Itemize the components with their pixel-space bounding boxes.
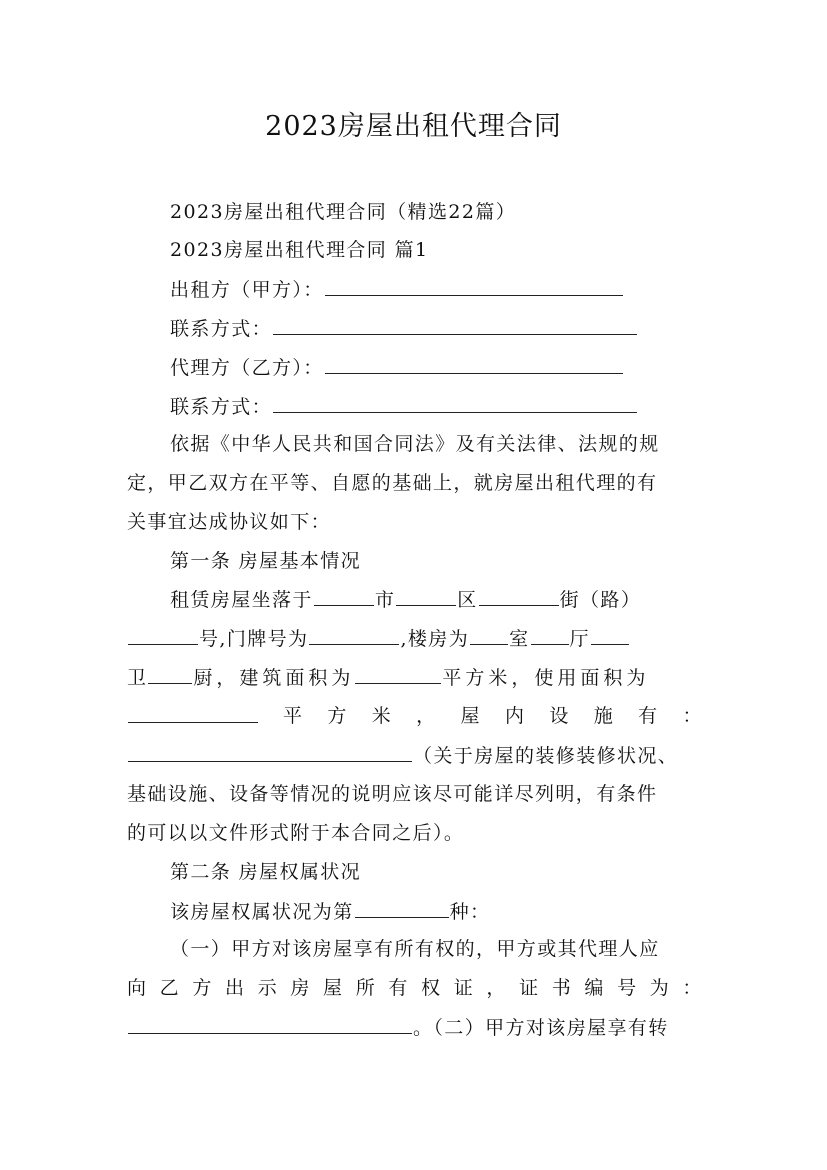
article2-line: [127, 1015, 669, 1040]
text-segment: 区: [457, 589, 478, 611]
text-segment: 证: [453, 977, 475, 999]
text-segment: 设: [549, 705, 570, 727]
agent-contact-row: [170, 394, 638, 419]
article1-line: [127, 704, 703, 728]
text-segment: 证: [519, 977, 540, 999]
agent-blank[interactable]: [325, 355, 623, 374]
page-title: 2023房屋出租代理合同: [265, 111, 562, 142]
rooms-blank[interactable]: [470, 626, 508, 645]
article1-line: 基础设施、设备等情况的说明应该尽可能详尽列明，有条件: [127, 783, 658, 805]
text-segment: 施: [593, 705, 615, 727]
text-segment: 租赁房屋坐落于: [170, 589, 313, 611]
text-segment: 有: [388, 977, 409, 999]
text-segment: 乙: [159, 977, 181, 999]
halls-blank[interactable]: [531, 626, 569, 645]
text-segment: 屋: [323, 977, 344, 999]
article2-line: [170, 899, 490, 924]
intro-line: 定，甲乙双方在平等、自愿的基础上，就房屋出租代理的有: [127, 472, 658, 494]
street-blank[interactable]: [479, 587, 559, 606]
lessor-contact-row: [170, 316, 638, 341]
text-segment: 厨，建筑面积为: [193, 667, 355, 689]
text-segment: 方: [327, 705, 348, 727]
text-segment: 出: [225, 977, 246, 999]
subtitle: 2023房屋出租代理合同（精选22篇）: [170, 201, 517, 223]
text-segment: 号: [617, 977, 638, 999]
text-segment: 室: [509, 628, 530, 650]
article1-line: 的可以以文件形式附于本合同之后）。: [127, 822, 465, 844]
lessor-row: [170, 277, 624, 302]
text-segment: 示: [257, 977, 279, 999]
text-segment: 平: [282, 705, 304, 727]
text-segment: ,楼房为: [400, 628, 470, 650]
lessor-contact-blank[interactable]: [273, 316, 637, 335]
text-segment: 种：: [449, 901, 491, 923]
house-number-blank[interactable]: [309, 626, 399, 645]
text-segment: 市: [374, 589, 396, 611]
text-segment: 内: [504, 705, 526, 727]
text-segment: （关于房屋的装修装修状况、: [413, 745, 679, 767]
contact-label: 联系方式：: [170, 396, 273, 418]
article1-heading: 第一条 房屋基本情况: [170, 550, 362, 572]
text-segment: 卫: [127, 667, 148, 689]
lessor-label: 出租方（甲方）：: [170, 279, 324, 301]
agent-label: 代理方（乙方）：: [170, 357, 324, 379]
text-segment: 号,门牌号为: [199, 628, 309, 650]
usable-area-blank[interactable]: [128, 704, 258, 723]
text-segment: 。（二）甲方对该房屋享有转: [413, 1017, 669, 1039]
text-segment: 厅: [569, 628, 590, 650]
article1-line: [127, 626, 630, 651]
article2-line: （一）甲方对该房屋享有所有权的，甲方或其代理人应: [170, 938, 660, 960]
district-blank[interactable]: [396, 587, 456, 606]
article2-line: [127, 976, 703, 1000]
text-segment: 平方米，使用面积为: [442, 667, 650, 689]
text-segment: 为: [649, 977, 671, 999]
chapter-heading: 2023房屋出租代理合同 篇1: [170, 239, 429, 261]
text-segment: ：: [682, 705, 703, 727]
text-segment: ：: [682, 977, 703, 999]
article1-line: [170, 587, 641, 612]
ownership-type-blank[interactable]: [355, 899, 449, 918]
text-segment: 编: [584, 977, 605, 999]
agent-contact-blank[interactable]: [273, 394, 637, 413]
text-segment: ，: [486, 977, 507, 999]
text-segment: 向: [127, 977, 148, 999]
lessor-blank[interactable]: [325, 277, 623, 296]
text-segment: 街（路）: [559, 589, 642, 611]
certificate-number-blank[interactable]: [128, 1015, 412, 1034]
text-segment: ，: [416, 705, 437, 727]
intro-line: 依据《中华人民共和国合同法》及有关法律、法规的规: [170, 433, 660, 455]
agent-row: [170, 355, 624, 380]
article1-line: [127, 743, 678, 768]
city-blank[interactable]: [314, 587, 374, 606]
intro-line: 关事宜达成协议如下：: [127, 511, 332, 533]
article1-line: [127, 665, 649, 690]
text-segment: 方: [192, 977, 213, 999]
contact-label: 联系方式：: [170, 318, 273, 340]
text-segment: 书: [551, 977, 573, 999]
text-segment: 米: [371, 705, 393, 727]
building-area-blank[interactable]: [355, 665, 441, 684]
facilities-blank[interactable]: [128, 743, 412, 762]
text-segment: 所: [355, 977, 377, 999]
text-segment: 有: [638, 705, 659, 727]
baths-blank[interactable]: [591, 626, 629, 645]
number-blank[interactable]: [128, 626, 198, 645]
text-segment: 屋: [460, 705, 481, 727]
text-segment: 房: [290, 977, 311, 999]
text-segment: 权: [421, 977, 442, 999]
article2-heading: 第二条 房屋权属状况: [170, 861, 362, 883]
text-segment: 该房屋权属状况为第: [170, 901, 354, 923]
kitchens-blank[interactable]: [148, 665, 192, 684]
